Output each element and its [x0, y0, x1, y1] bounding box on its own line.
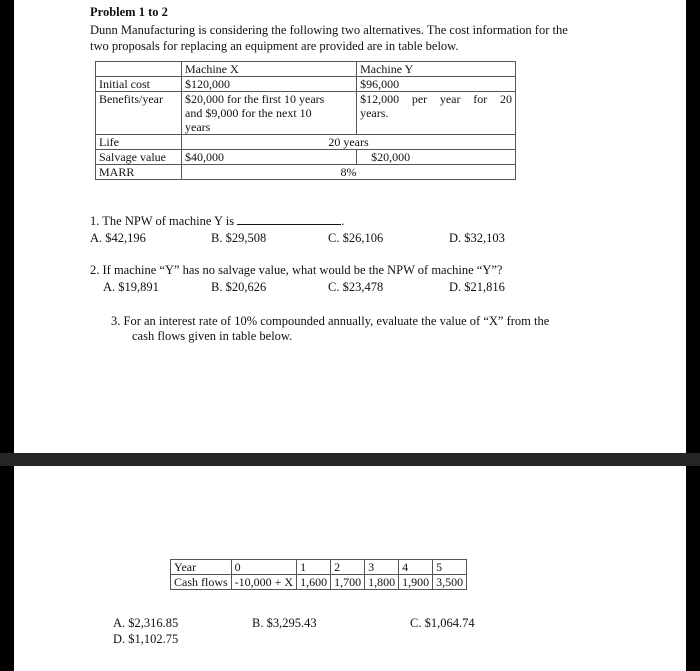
document-page — [14, 0, 686, 671]
q2-option-c: C. $23,478 — [328, 280, 384, 294]
year-cell: 0 — [231, 560, 296, 575]
shared-marr: 8% — [182, 165, 516, 180]
header-empty-cell — [96, 62, 182, 77]
q2-option-d: D. $21,816 — [449, 280, 505, 294]
label-life: Life — [96, 135, 182, 150]
x-benefits: $20,000 for the first 10 years and $9,000 for the next 10 years — [182, 92, 357, 135]
q1-option-c: C. $26,106 — [328, 231, 384, 245]
question-3-line-1: 3. For an interest rate of 10% compounded annually, evaluate the value of “X” from the — [111, 314, 550, 328]
year-cell: 2 — [331, 560, 365, 575]
table-header-row — [96, 62, 516, 77]
year-cell: 1 — [297, 560, 331, 575]
row-benefits — [96, 92, 516, 135]
q1-option-b: B. $29,508 — [211, 231, 267, 245]
cash-flow-label: Cash flows — [171, 575, 232, 590]
cash-flow-cell: 1,700 — [331, 575, 365, 590]
intro-line-2: two proposals for replacing an equipment are provided are in table below. — [90, 39, 459, 53]
q3-option-a: A. $2,316.85 — [113, 616, 179, 630]
label-initial-cost: Initial cost — [96, 77, 182, 92]
header-machine-y: Machine Y — [357, 62, 516, 77]
question-2: 2. If machine “Y” has no salvage value, what would be the NPW of machine “Y”? — [90, 263, 503, 277]
label-marr: MARR — [96, 165, 182, 180]
alternatives-table — [95, 61, 516, 180]
cash-flow-row — [171, 575, 467, 590]
question-1: 1. The NPW of machine Y is . — [90, 214, 345, 228]
q3-option-d: D. $1,102.75 — [113, 632, 179, 646]
q1-option-d: D. $32,103 — [449, 231, 505, 245]
cash-flow-cell: 1,600 — [297, 575, 331, 590]
q2-option-a: A. $19,891 — [103, 280, 159, 294]
problem-title: Problem 1 to 2 — [90, 5, 168, 19]
year-label: Year — [171, 560, 232, 575]
year-cell: 3 — [365, 560, 399, 575]
cash-flow-table — [170, 559, 467, 590]
year-cell: 5 — [433, 560, 467, 575]
x-initial-cost: $120,000 — [182, 77, 357, 92]
y-salvage: $20,000 — [357, 150, 516, 165]
row-salvage — [96, 150, 516, 165]
cash-flow-cell: 1,800 — [365, 575, 399, 590]
row-life — [96, 135, 516, 150]
q1-option-a: A. $42,196 — [90, 231, 146, 245]
row-marr — [96, 165, 516, 180]
q2-option-b: B. $20,626 — [211, 280, 267, 294]
row-initial-cost — [96, 77, 516, 92]
shared-life: 20 years — [182, 135, 516, 150]
year-cell: 4 — [399, 560, 433, 575]
answer-blank — [237, 213, 341, 225]
label-salvage: Salvage value — [96, 150, 182, 165]
question-3-line-2: cash flows given in table below. — [132, 329, 293, 343]
q3-option-b: B. $3,295.43 — [252, 616, 317, 630]
left-frame-bar — [0, 0, 14, 671]
header-machine-x: Machine X — [182, 62, 357, 77]
section-divider — [0, 453, 700, 466]
q3-option-c: C. $1,064.74 — [410, 616, 475, 630]
intro-line-1: Dunn Manufacturing is considering the following two alternatives. The cost information for the — [90, 23, 568, 37]
label-benefits: Benefits/year — [96, 92, 182, 135]
x-salvage: $40,000 — [182, 150, 357, 165]
cash-flow-cell: -10,000 + X — [231, 575, 296, 590]
cash-flow-cell: 3,500 — [433, 575, 467, 590]
y-benefits: $12,000 per year for 20 years. — [357, 92, 516, 135]
y-initial-cost: $96,000 — [357, 77, 516, 92]
cash-flow-cell: 1,900 — [399, 575, 433, 590]
year-row — [171, 560, 467, 575]
right-frame-bar — [686, 0, 700, 671]
